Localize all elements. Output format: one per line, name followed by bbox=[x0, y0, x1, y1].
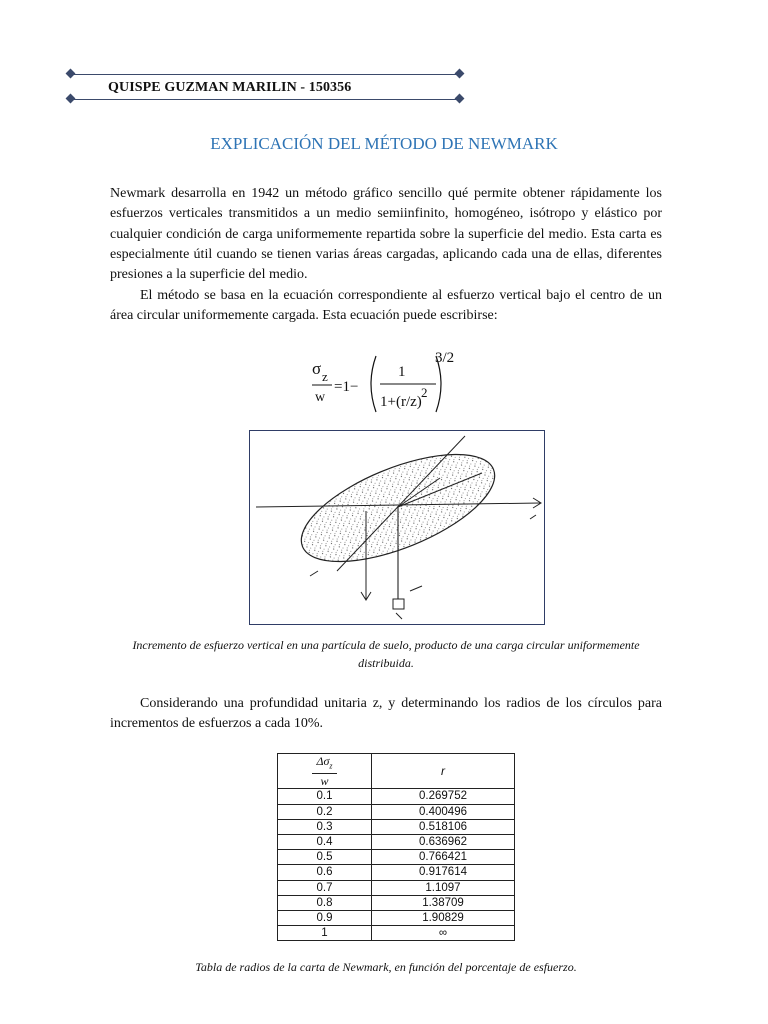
stress-figure bbox=[249, 430, 545, 625]
radius-cell: 0.400496 bbox=[372, 804, 515, 819]
eq-inner-den: 1+(r/z) bbox=[380, 394, 422, 410]
ratio-cell: 0.6 bbox=[278, 865, 372, 880]
radius-cell: 0.636962 bbox=[372, 834, 515, 849]
ratio-cell: 0.8 bbox=[278, 895, 372, 910]
stress-tick bbox=[396, 613, 402, 619]
paragraph-method-text: El método se basa en la ecuación correspondiente al esfuerzo vertical bajo el centro de un área circular uniformemente cargada. Esta ecuación puede escribirse: bbox=[110, 288, 662, 324]
eq-left-paren bbox=[371, 356, 376, 412]
ratio-cell: 0.1 bbox=[278, 789, 372, 804]
newmark-radii-table bbox=[277, 753, 515, 941]
eq-outer-exp: 3/2 bbox=[435, 350, 455, 366]
paragraph-radii-text: Considerando una profundidad unitaria z, y determinando los radios de los círculos para incrementos de esfuerzos a cada 10%. bbox=[110, 696, 662, 732]
table-row bbox=[278, 895, 515, 910]
radius-cell: ∞ bbox=[372, 926, 515, 941]
ratio-numerator bbox=[312, 754, 336, 774]
author-line: QUISPE GUZMAN MARILIN - 150356 bbox=[108, 80, 352, 95]
stress-diagram bbox=[250, 431, 544, 624]
table-row bbox=[278, 789, 515, 804]
paragraph-radii bbox=[110, 694, 662, 735]
table-row bbox=[278, 865, 515, 880]
radius-cell: 1.90829 bbox=[372, 910, 515, 925]
table-header-row bbox=[278, 754, 515, 789]
ratio-fraction bbox=[312, 754, 336, 788]
table-row bbox=[278, 834, 515, 849]
ratio-cell: 0.7 bbox=[278, 880, 372, 895]
ratio-cell: 0.9 bbox=[278, 910, 372, 925]
table-caption: Tabla de radios de la carta de Newmark, en función del porcentaje de esfuerzo. bbox=[195, 960, 577, 974]
stress-tick bbox=[410, 586, 422, 591]
rule-diamond bbox=[66, 69, 76, 79]
soil-element bbox=[393, 599, 404, 609]
table-row bbox=[278, 880, 515, 895]
axis-tick bbox=[530, 515, 536, 519]
axis-tick bbox=[310, 571, 318, 576]
paragraph-method bbox=[110, 286, 662, 327]
delta-sigma-sub: z bbox=[329, 761, 333, 771]
paragraph-intro: Newmark desarrolla en 1942 un método gráfico sencillo qué permite obtener rápidamente los esfuerzos verticales transmitidos a un medio semiinfinito, homogéneo, isótropo y elástico por cualquier condición de carga uniformemente repartida sobre la superficie del medio. Esta carta es especialmente útil cuando se tienen varias áreas cargadas, aplicando cada una de ellas, diferentes presiones a la superficie del medio. bbox=[110, 186, 662, 283]
ratio-cell: 0.5 bbox=[278, 850, 372, 865]
page-title: EXPLICACIÓN DEL MÉTODO DE NEWMARK bbox=[210, 134, 558, 153]
radius-cell: 0.269752 bbox=[372, 789, 515, 804]
radius-cell: 0.766421 bbox=[372, 850, 515, 865]
header-rule-top bbox=[71, 74, 459, 75]
table-row bbox=[278, 910, 515, 925]
rule-diamond bbox=[455, 94, 465, 104]
radius-cell: 0.518106 bbox=[372, 819, 515, 834]
eq-inner-exp: 2 bbox=[421, 385, 428, 400]
table-header-ratio bbox=[278, 754, 372, 789]
ratio-cell: 0.3 bbox=[278, 819, 372, 834]
rule-diamond bbox=[66, 94, 76, 104]
r-label: r bbox=[441, 764, 445, 779]
rule-diamond bbox=[455, 69, 465, 79]
eq-equals: =1− bbox=[334, 379, 359, 395]
radius-cell: 0.917614 bbox=[372, 865, 515, 880]
table-body bbox=[278, 789, 515, 941]
header-rule-bottom bbox=[71, 99, 459, 100]
eq-sigma: σ bbox=[312, 359, 322, 378]
ratio-denominator: w bbox=[320, 774, 329, 789]
table-row bbox=[278, 819, 515, 834]
ratio-cell: 0.4 bbox=[278, 834, 372, 849]
eq-w: w bbox=[315, 390, 326, 405]
table-row bbox=[278, 926, 515, 941]
table-row bbox=[278, 804, 515, 819]
radius-cell: 1.1097 bbox=[372, 880, 515, 895]
radius-cell: 1.38709 bbox=[372, 895, 515, 910]
eq-inner-num: 1 bbox=[398, 364, 406, 380]
figure-caption: Incremento de esfuerzo vertical en una partícula de suelo, producto de una carga circular uniformemente distribuida. bbox=[132, 638, 640, 670]
ratio-cell: 1 bbox=[278, 926, 372, 941]
ratio-cell: 0.2 bbox=[278, 804, 372, 819]
delta-sigma: Δσ bbox=[316, 754, 330, 768]
table-row bbox=[278, 850, 515, 865]
table-header-r bbox=[372, 754, 515, 789]
eq-sigma-sub: z bbox=[322, 369, 328, 384]
newmark-equation bbox=[300, 340, 480, 416]
